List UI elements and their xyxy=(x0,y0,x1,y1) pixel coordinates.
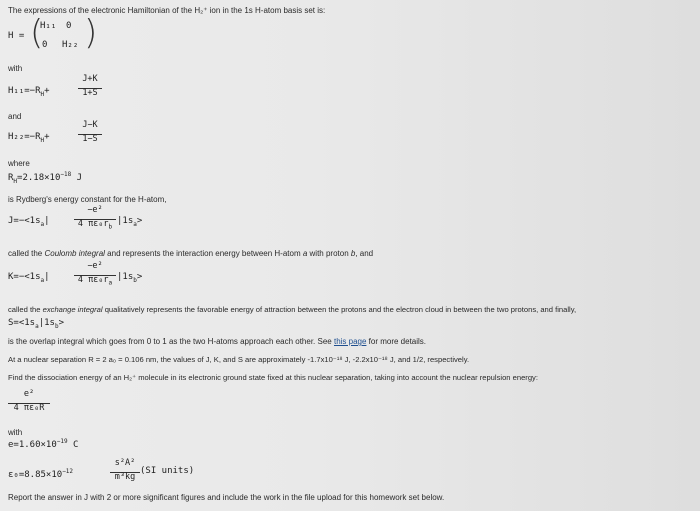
separation-values: At a nuclear separation R = 2 a₀ = 0.106 nm, the values of J, K, and S are approximately -1.7x10⁻¹⁸ J, -2.2x10⁻¹⁸ J, and 1/2, respectively. xyxy=(8,355,470,364)
and-label: and xyxy=(8,112,22,121)
hamiltonian-lhs: H = xyxy=(8,31,25,41)
h11-denominator: 1+S xyxy=(78,88,102,98)
repulsion-numerator: e² xyxy=(23,389,35,399)
matrix-12: 0 xyxy=(66,21,72,31)
h11-numerator: J+K xyxy=(82,74,98,84)
with-label-1: with xyxy=(8,64,23,73)
s-integral: $S=<1s_a|1s_b>$ xyxy=(8,318,65,330)
epsilon-unit-denominator: m³kg xyxy=(110,472,140,482)
k-integral-lhs: $K=-<1s_a|$ xyxy=(8,272,50,284)
j-integral-rhs: $|1s_a>$ xyxy=(117,216,143,228)
this-page-link[interactable]: this page xyxy=(333,337,367,346)
rydberg-description: is Rydberg's energy constant for the H-atom, xyxy=(8,195,167,204)
report-instructions: Report the answer in J with 2 or more significant figures and include the work in the file upload for this homework set below. xyxy=(8,493,445,502)
exchange-description: called the exchange integral qualitatively represents the favorable energy of attraction between the protons and the electron cloud in between the two protons, and finally, xyxy=(8,305,577,314)
j-integral-denominator: 4 $\pi\varepsilon_0r_b$ xyxy=(74,219,116,229)
matrix-21: 0 xyxy=(42,40,48,50)
matrix-h22: H₂₂ xyxy=(62,40,79,50)
intro-text: The expressions of the electronic Hamiltonian of the H₂⁺ ion in the 1s H-atom basis set is: xyxy=(8,6,326,15)
si-units-label: (SI units) xyxy=(140,466,195,476)
k-integral-denominator: 4 $\pi\varepsilon_0r_a$ xyxy=(74,275,116,285)
h22-denominator: 1−S xyxy=(78,134,102,144)
k-integral-numerator: −e² xyxy=(87,261,103,271)
h11-lhs: $H_{11}=-R_H+$ xyxy=(8,86,50,98)
right-paren: ) xyxy=(84,13,98,53)
h22-lhs: $H_{22}=-R_H+$ xyxy=(8,132,50,144)
h22-numerator: J−K xyxy=(82,120,98,130)
epsilon-unit-numerator: s²A² xyxy=(114,458,136,468)
repulsion-denominator: 4 πε₀R xyxy=(8,403,50,413)
where-label: where xyxy=(8,159,30,168)
rydberg-value: $R_H=2.18\times 10^{-18}$ J xyxy=(8,171,83,185)
with-label-2: with xyxy=(8,428,23,437)
overlap-description: is the overlap integral which goes from 0 to 1 as the two H-atoms approach each other. See this page for more details. xyxy=(8,337,427,346)
j-integral-lhs: $J=-<1s_a|$ xyxy=(8,216,50,228)
electron-charge: $e=1.60\times 10^{-19}$ C xyxy=(8,438,79,450)
j-integral-numerator: −e² xyxy=(87,205,103,215)
epsilon-lhs: $\varepsilon_0=8.85\times 10^{-12}$ xyxy=(8,468,74,480)
left-paren: ( xyxy=(30,13,44,53)
task-text: Find the dissociation energy of an H₂⁺ molecule in its electronic ground state fixed at this nuclear separation, taking into account the nuclear repulsion energy: xyxy=(8,373,538,382)
k-integral-rhs: $|1s_b>$ xyxy=(117,272,143,284)
coulomb-description: called the Coulomb integral and represents the interaction energy between H-atom a with proton b, and xyxy=(8,249,374,258)
matrix-h11: H₁₁ xyxy=(40,21,57,31)
